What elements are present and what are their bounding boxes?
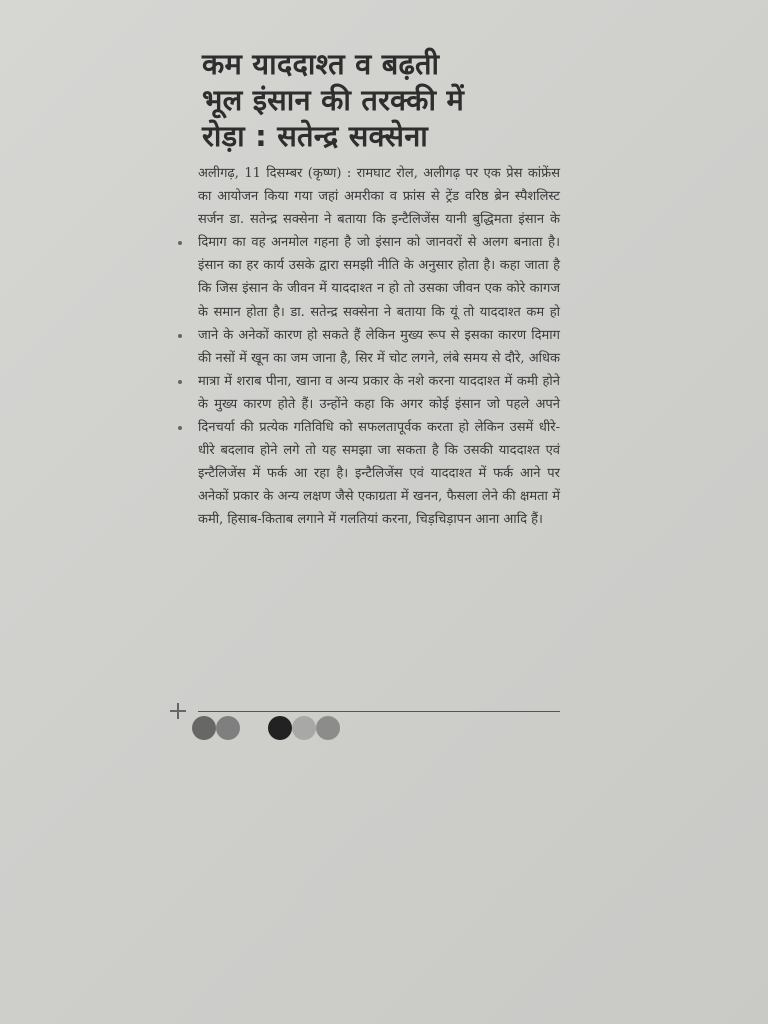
margin-bullet [178,241,182,245]
article-headline [202,46,575,154]
halftone-dot-icon [292,716,316,740]
headline-line-3: रोड़ा : सतेन्द्र सक्सेना [202,119,429,153]
registration-mark-icon [170,703,186,719]
margin-bullet [178,426,182,430]
news-clipping [190,46,575,532]
halftone-dot-icon [316,716,340,740]
halftone-dot-icon [192,716,216,740]
headline-line-1: कम याददाश्त व बढ़ती [202,47,440,81]
solid-dot-icon [268,716,292,740]
margin-bullet [178,334,182,338]
margin-bullet [178,380,182,384]
article-body [198,162,560,532]
print-color-dots [190,716,350,742]
halftone-dot-icon [216,716,240,740]
column-divider [198,711,560,712]
article-body-text: रामघाट रोल, अलीगढ़ पर एक प्रेस कांफ्रेंस का आयोजन किया गया जहां अमरीका व फ्रांस से ट्रेंड वरिष्ठ ब्रेन स्पैशलिस्ट सर्जन डा. सतेन्द्र सक्सेना ने बताया कि इन्टैलिजेंस यानी बुद्धिमता इंसान के दिमाग का वह अनमोल गहना है जो इंसान को जानवरों से अलग बनाता है। इंसान का हर कार्य उसके द्वारा समझी नीति के अनुसार होता है। कहा जाता है कि जिस इंसान के जीवन में याददाश्त न हो तो उसका जीवन एक कोरे कागज के समान होता है। डा. सतेन्द्र सक्सेना ने बताया कि यूं तो याददाश्त कम हो जाने के अनेकों कारण हो सकते हैं लेकिन मुख्य रूप से इसका कारण दिमाग की नसों में खून का जम जाना है, सिर में चोट लगने, लंबे समय से दौरे, अधिक मात्रा में शराब पीना, खाना व अन्य प्रकार के नशे करना याददाश्त में कमी होने के मुख्य कारण होते हैं। उन्होंने कहा कि अगर कोई इंसान जो पहले अपने दिनचर्या की प्रत्येक गतिविधि को सफलतापूर्वक करता हो लेकिन उसमें धीरे-धीरे बदलाव होने लगे तो यह समझा जा सकता है कि उसकी याददाश्त एवं इन्टैलिजेंस में फर्क आ रहा है। इन्टैलिजेंस एवं याददाश्त में फर्क आने पर अनेकों प्रकार के अन्य लक्षण जैसे एकाग्रता में खनन, फैसला लेने की क्षमता में कमी, हिसाब-किताब लगाने में गलतियां करना, चिड़चिड़ापन आना आदि हैं। [198,166,560,528]
headline-line-2: भूल इंसान की तरक्की में [202,83,464,117]
article-dateline: अलीगढ़, 11 दिसम्बर (कृष्ण) : [198,166,352,181]
